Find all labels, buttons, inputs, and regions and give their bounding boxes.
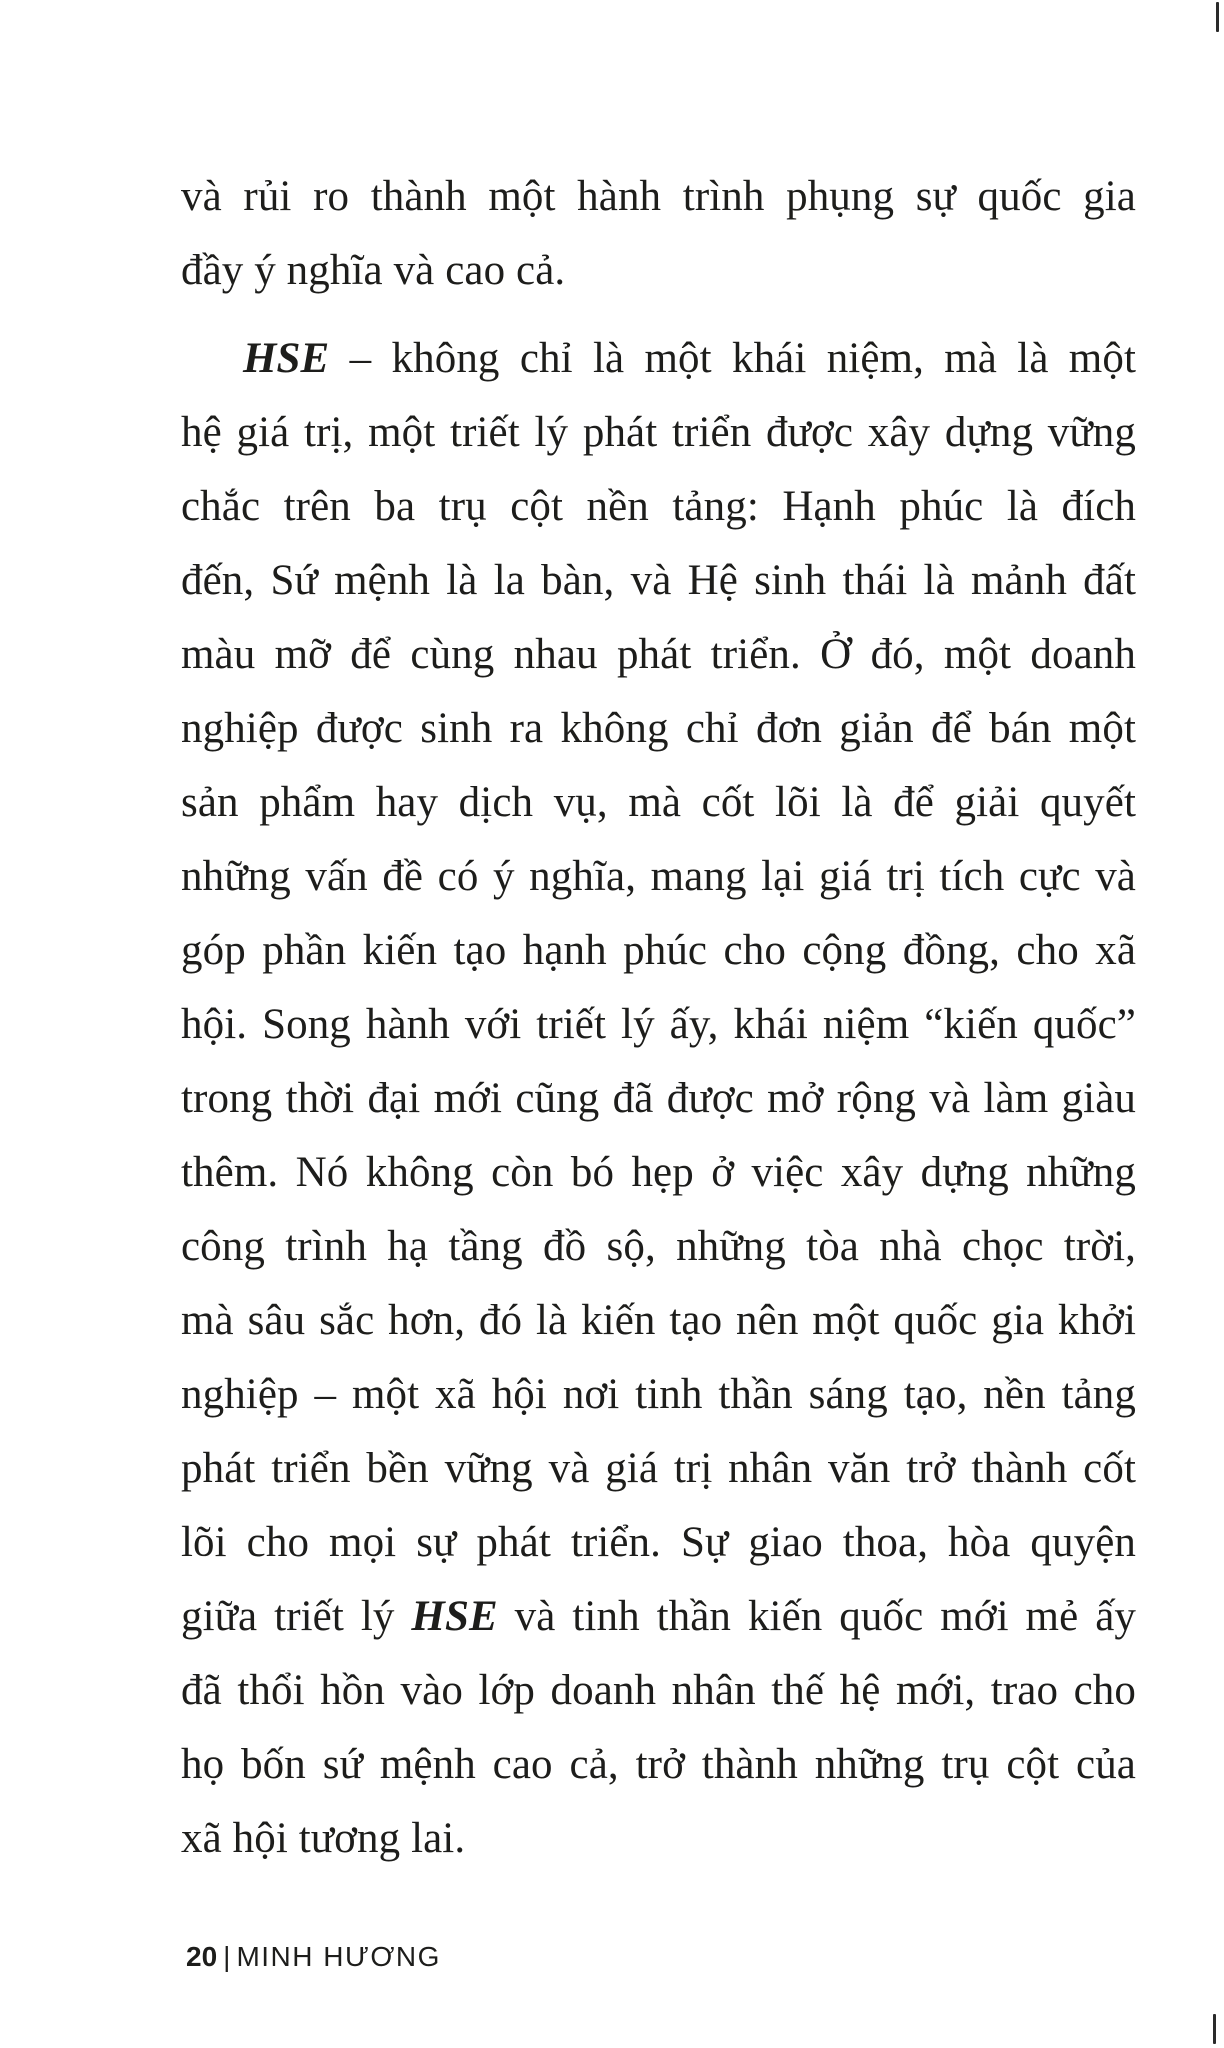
- text-span: và tinh thần kiến quốc mới mẻ ấy: [497, 1593, 1136, 1640]
- paragraph-first-line: [243, 334, 1136, 384]
- text-line: hệ giá trị, một triết lý phát triển được xây dựng vững: [181, 409, 1136, 456]
- text-line: đầy ý nghĩa và cao cả.: [181, 247, 566, 294]
- text-span: giữa triết lý: [181, 1593, 412, 1640]
- text-line: góp phần kiến tạo hạnh phúc cho cộng đồng, cho xã: [181, 927, 1136, 974]
- author-name: MINH HƯƠNG: [236, 1941, 441, 1972]
- text-line: và rủi ro thành một hành trình phụng sự quốc gia: [181, 173, 1136, 220]
- text-line: đã thổi hồn vào lớp doanh nhân thế hệ mới, trao cho: [181, 1667, 1136, 1714]
- text-line: nghiệp được sinh ra không chỉ đơn giản để bán một: [181, 705, 1136, 752]
- page-edge-mark-bottom: [1213, 2014, 1216, 2044]
- text-line: màu mỡ để cùng nhau phát triển. Ở đó, một doanh: [181, 631, 1136, 678]
- text-line: thêm. Nó không còn bó hẹp ở việc xây dựng những: [181, 1149, 1136, 1196]
- text-line: sản phẩm hay dịch vụ, mà cốt lõi là để giải quyết: [181, 779, 1136, 826]
- text-line-with-emphasis: [181, 1592, 1136, 1642]
- page-edge-mark-top: [1216, 2, 1219, 32]
- text-line: những vấn đề có ý nghĩa, mang lại giá trị tích cực và: [181, 853, 1136, 900]
- text-line: đến, Sứ mệnh là la bàn, và Hệ sinh thái là mảnh đất: [181, 557, 1136, 604]
- text-line: nghiệp – một xã hội nơi tinh thần sáng tạo, nền tảng: [181, 1371, 1136, 1418]
- text-line: họ bốn sứ mệnh cao cả, trở thành những trụ cột của: [181, 1741, 1136, 1788]
- text-line: mà sâu sắc hơn, đó là kiến tạo nên một quốc gia khởi: [181, 1297, 1136, 1344]
- text-line: trong thời đại mới cũng đã được mở rộng và làm giàu: [181, 1075, 1136, 1122]
- hse-emphasis: HSE: [411, 1593, 498, 1640]
- text-line: lõi cho mọi sự phát triển. Sự giao thoa, hòa quyện: [181, 1519, 1136, 1566]
- text-span: – không chỉ là một khái niệm, mà là một: [329, 335, 1136, 382]
- page-number: 20: [186, 1941, 218, 1972]
- footer-separator: |: [223, 1941, 231, 1972]
- hse-emphasis: HSE: [243, 335, 330, 382]
- text-line: hội. Song hành với triết lý ấy, khái niệm “kiến quốc”: [181, 1001, 1136, 1048]
- text-line: công trình hạ tầng đồ sộ, những tòa nhà chọc trời,: [181, 1223, 1136, 1270]
- text-line: phát triển bền vững và giá trị nhân văn trở thành cốt: [181, 1445, 1136, 1492]
- page-footer: [186, 1940, 441, 1974]
- text-line: chắc trên ba trụ cột nền tảng: Hạnh phúc là đích: [181, 483, 1136, 530]
- text-line: xã hội tương lai.: [181, 1815, 466, 1862]
